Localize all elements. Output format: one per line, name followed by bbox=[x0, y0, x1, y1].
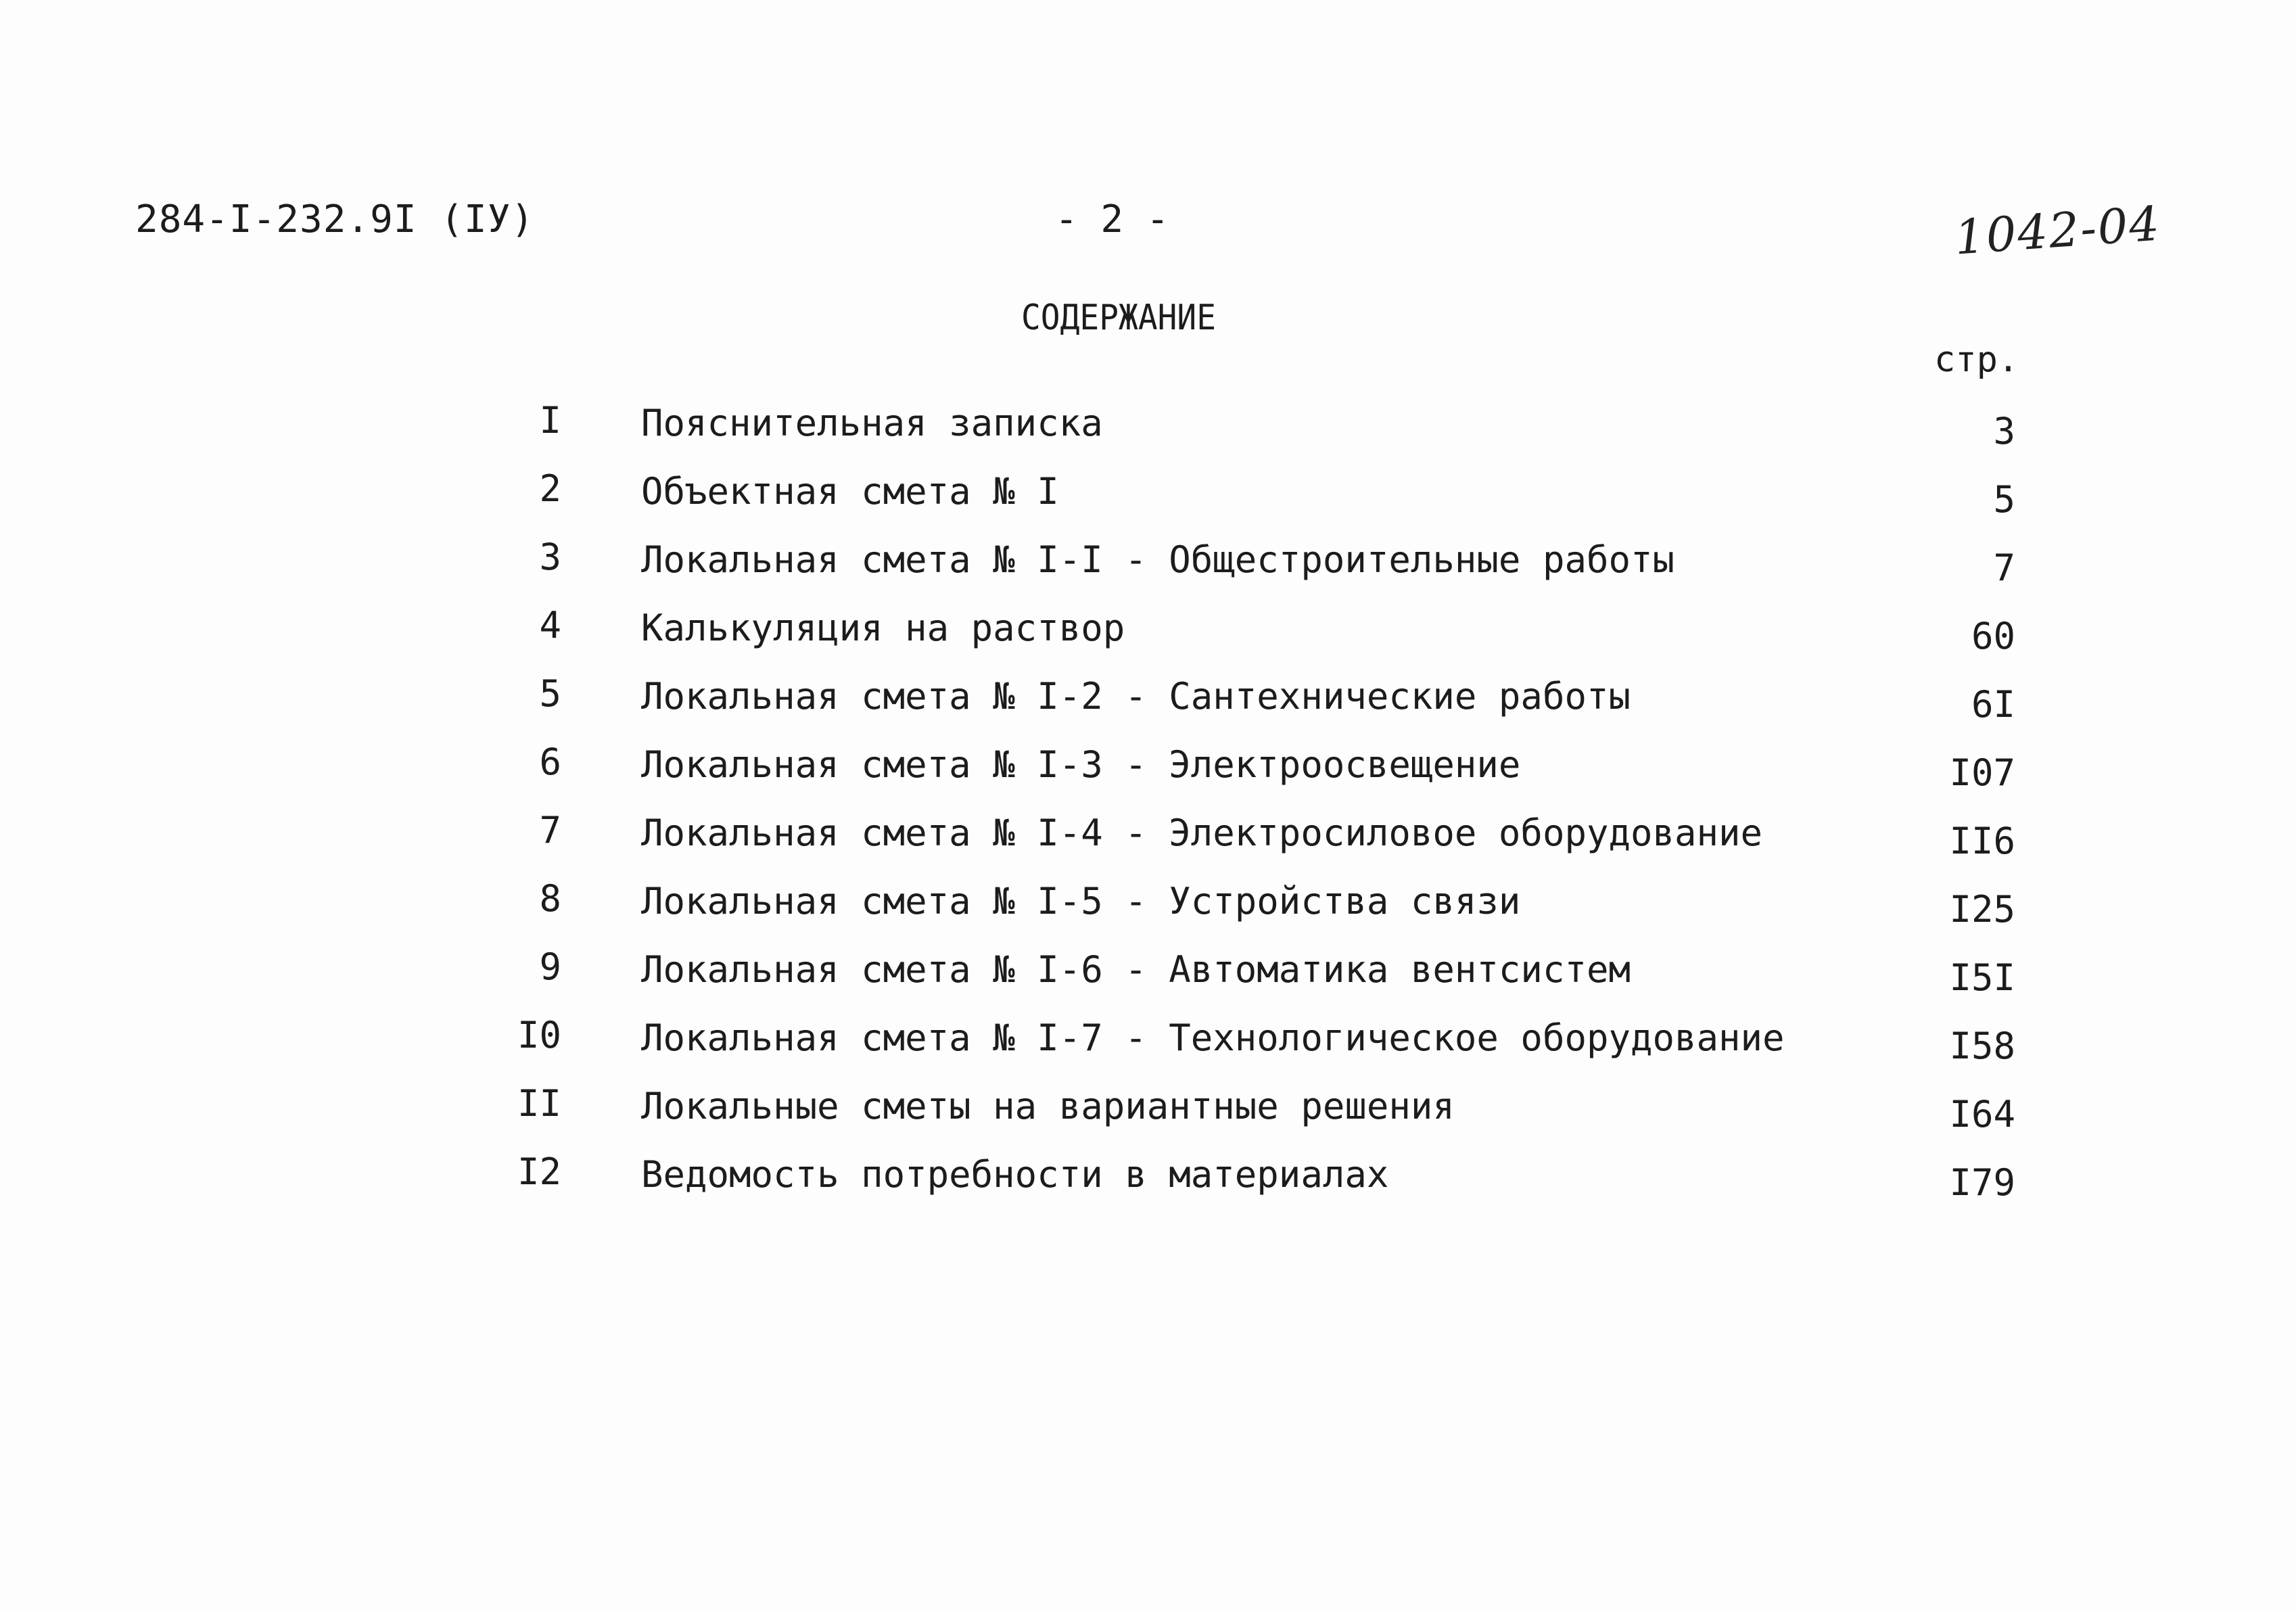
toc-item-number: 5 bbox=[539, 672, 561, 715]
toc-item-title: Локальная смета № I-4 - Электросиловое оборудование bbox=[641, 812, 1763, 854]
toc-item-number: 4 bbox=[539, 604, 561, 647]
toc-item-number: 3 bbox=[539, 536, 561, 578]
toc-item-title: Локальная смета № I-6 - Автоматика вентсистем bbox=[641, 948, 1631, 991]
toc-item-number: 2 bbox=[539, 467, 561, 510]
toc-title: СОДЕРЖАНИЕ bbox=[1021, 298, 1217, 338]
toc-item-title: Локальная смета № I-3 - Электроосвещение bbox=[641, 743, 1521, 786]
document-code: 284-I-232.9I (IУ) bbox=[135, 197, 535, 241]
toc-item-title: Локальная смета № I-2 - Сантехнические работы bbox=[641, 675, 1631, 718]
page-column-label: стр. bbox=[1934, 340, 2019, 380]
toc-item-number: II bbox=[517, 1082, 561, 1125]
toc-item-page: I79 bbox=[1949, 1161, 2015, 1204]
toc-item-page: II6 bbox=[1949, 820, 2015, 862]
toc-item-page: I07 bbox=[1949, 751, 2015, 794]
toc-item-number: 7 bbox=[539, 809, 561, 851]
toc-item-page: 3 bbox=[1993, 410, 2015, 452]
toc-item-number: I2 bbox=[517, 1150, 561, 1193]
toc-item-page: I5I bbox=[1949, 956, 2015, 999]
toc-item bbox=[487, 604, 2015, 672]
toc-item bbox=[487, 1082, 2015, 1150]
toc-item-title: Калькуляция на раствор bbox=[641, 607, 1125, 649]
toc-item bbox=[487, 1150, 2015, 1219]
toc-item-title: Локальные сметы на вариантные решения bbox=[641, 1085, 1455, 1127]
toc-item-page: 6I bbox=[1971, 683, 2015, 726]
toc-item-title: Объектная смета № I bbox=[641, 470, 1059, 513]
toc-item-number: 8 bbox=[539, 877, 561, 920]
toc-item-number: I0 bbox=[517, 1014, 561, 1056]
toc-item-title: Ведомость потребности в материалах bbox=[641, 1153, 1389, 1196]
toc-item-page: 60 bbox=[1971, 615, 2015, 657]
toc-item-number: 6 bbox=[539, 741, 561, 783]
page-number: - 2 - bbox=[1055, 197, 1169, 241]
toc-item bbox=[487, 467, 2015, 536]
toc-item bbox=[487, 945, 2015, 1014]
toc-list bbox=[487, 399, 2015, 1219]
toc-item bbox=[487, 877, 2015, 945]
toc-item-page: I58 bbox=[1949, 1025, 2015, 1067]
toc-item-page: 5 bbox=[1993, 478, 2015, 521]
toc-item bbox=[487, 399, 2015, 467]
toc-item-number: 9 bbox=[539, 945, 561, 988]
toc-item-page: I25 bbox=[1949, 888, 2015, 931]
toc-item-title: Локальная смета № I-I - Общестроительные работы bbox=[641, 538, 1675, 581]
toc-item bbox=[487, 672, 2015, 741]
toc-item bbox=[487, 741, 2015, 809]
toc-item-title: Локальная смета № I-7 - Технологическое оборудование bbox=[641, 1017, 1785, 1059]
toc-item bbox=[487, 1014, 2015, 1082]
toc-item-title: Пояснительная записка bbox=[641, 402, 1103, 444]
toc-item-number: I bbox=[539, 399, 561, 442]
toc-item-page: 7 bbox=[1993, 546, 2015, 589]
handwritten-code: 1042-04 bbox=[1952, 195, 2163, 266]
toc-item-title: Локальная смета № I-5 - Устройства связи bbox=[641, 880, 1521, 923]
toc-item bbox=[487, 809, 2015, 877]
toc-item bbox=[487, 536, 2015, 604]
toc-item-page: I64 bbox=[1949, 1093, 2015, 1136]
